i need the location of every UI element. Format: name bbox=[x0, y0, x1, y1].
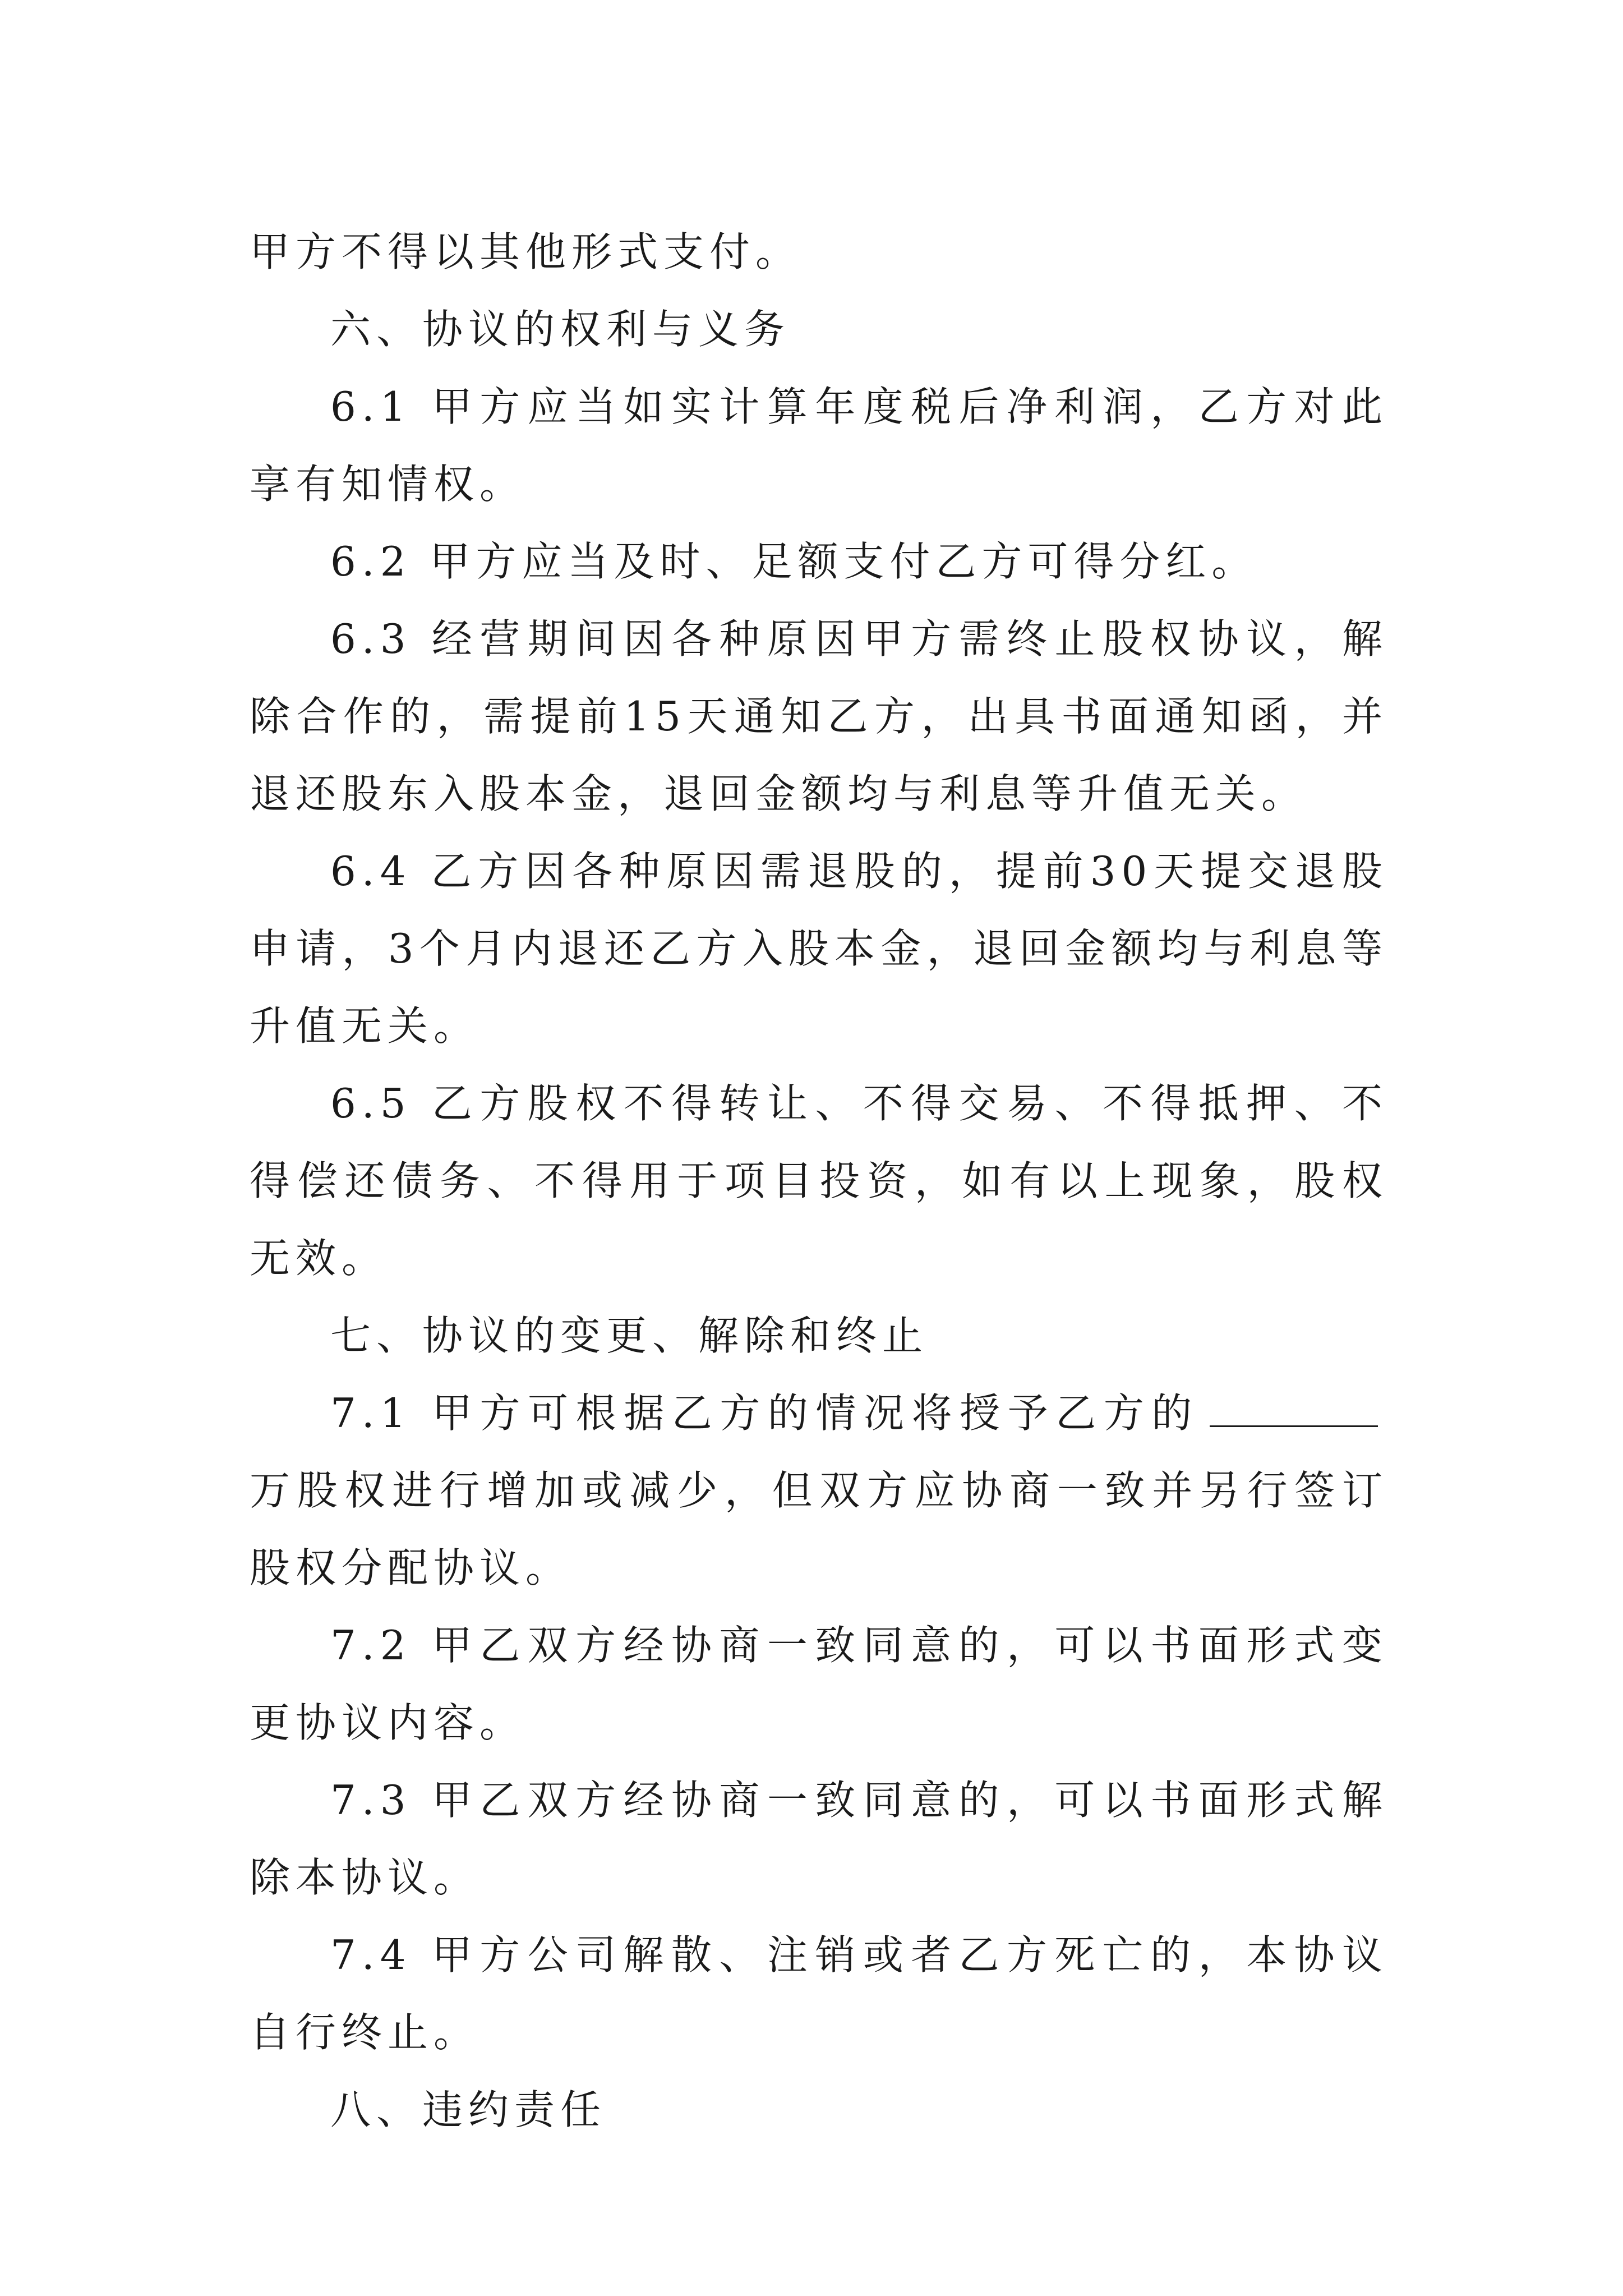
section-heading-rights-obligations: 六、协议的权利与义务 bbox=[330, 306, 791, 353]
section-heading-breach-liability: 八、违约责任 bbox=[330, 2086, 607, 2133]
clause-6-4: 6.4 乙方因各种原因需退股的，提前30天提交退股申请，3个月内退还乙方入股本金，退回金额均与利息等升值无关。 bbox=[250, 848, 1388, 1050]
clause-7-1-text-after: 万股权进行增加或减少，但双方应协商一致并另行签订股权分配协议。 bbox=[250, 1467, 1388, 1591]
clause-7-1-text-before: 7.1 甲方可根据乙方的情况将授予乙方的 bbox=[330, 1389, 1200, 1437]
clause-6-1: 6.1 甲方应当如实计算年度税后净利润，乙方对此享有知情权。 bbox=[250, 383, 1388, 508]
clause-7-4: 7.4 甲方公司解散、注销或者乙方死亡的，本协议自行终止。 bbox=[250, 1931, 1388, 2056]
fill-in-blank bbox=[1210, 1392, 1378, 1427]
document-body bbox=[250, 213, 1388, 2148]
clause-7-1 bbox=[250, 1374, 1388, 1607]
clause-6-3: 6.3 经营期间因各种原因甲方需终止股权协议，解除合作的，需提前15天通知乙方，出具书面通知函，并退还股东入股本金，退回金额均与利息等升值无关。 bbox=[250, 615, 1388, 817]
clause-6-5: 6.5 乙方股权不得转让、不得交易、不得抵押、不得偿还债务、不得用于项目投资，如有以上现象，股权无效。 bbox=[250, 1080, 1388, 1282]
clause-6-2: 6.2 甲方应当及时、足额支付乙方可得分红。 bbox=[330, 538, 1258, 585]
paragraph-payment-form: 甲方不得以其他形式支付。 bbox=[250, 228, 802, 275]
section-heading-change-termination: 七、协议的变更、解除和终止 bbox=[330, 1312, 929, 1359]
clause-7-2: 7.2 甲乙双方经协商一致同意的，可以书面形式变更协议内容。 bbox=[250, 1622, 1388, 1746]
clause-7-3: 7.3 甲乙双方经协商一致同意的，可以书面形式解除本协议。 bbox=[250, 1777, 1388, 1901]
